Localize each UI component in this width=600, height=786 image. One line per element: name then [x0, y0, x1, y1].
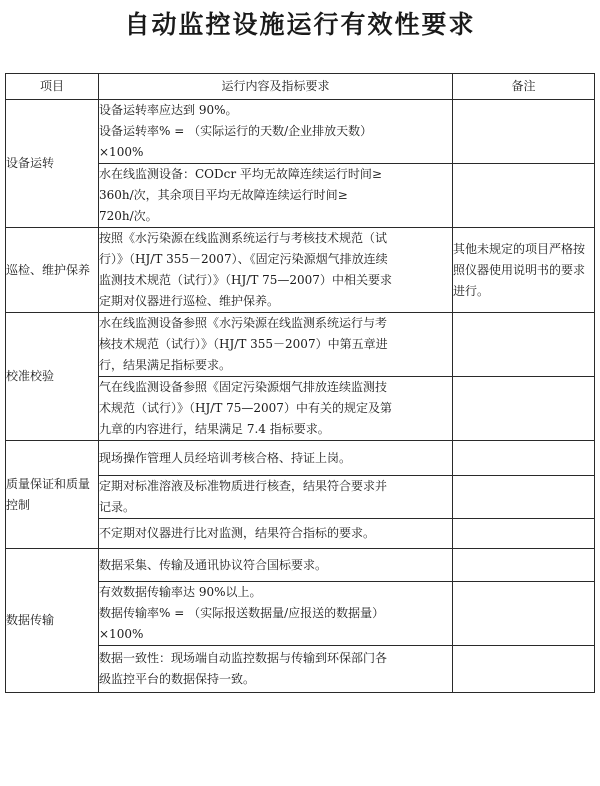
content-cell: [99, 646, 453, 693]
content-cell: [99, 441, 453, 476]
table-header-row: [6, 74, 595, 100]
content-cell: [99, 228, 453, 313]
note-cell: [453, 164, 595, 228]
content-line: 数据采集、传输及通讯协议符合国标要求。: [99, 557, 328, 572]
content-line: 水在线监测设备参照《水污染源在线监测系统运行与考: [99, 316, 388, 330]
note-cell: [453, 582, 595, 646]
table-row: [6, 100, 595, 164]
content-cell: [99, 582, 453, 646]
note-cell: [453, 377, 595, 441]
note-cell: [453, 646, 595, 693]
content-line: 水在线监测设备：CODcr 平均无故障连续运行时间≥: [99, 167, 382, 181]
content-cell: [99, 164, 453, 228]
content-line: 数据一致性：现场端自动监控数据与传输到环保部门各: [99, 651, 388, 665]
item-cell: 设备运转: [6, 100, 99, 228]
content-cell: [99, 313, 453, 377]
content-line: 行，结果满足指标要求。: [99, 358, 232, 372]
item-cell: 巡检、维护保养: [6, 228, 99, 313]
note-cell: [453, 519, 595, 549]
content-line: 定期对标准溶液及标准物质进行核查，结果符合要求并: [99, 479, 388, 493]
item-cell: 数据传输: [6, 549, 99, 693]
content-line: ×100%: [99, 627, 144, 641]
content-line: 气在线监测设备参照《固定污染源烟气排放连续监测技: [99, 380, 388, 394]
content-cell: [99, 100, 453, 164]
content-line: 360h/次，其余项目平均无故障连续运行时间≥: [99, 188, 348, 202]
table-row: [6, 549, 595, 582]
content-line: 行）》（HJ/T 355－2007）、《固定污染源烟气排放连续: [99, 252, 388, 266]
table-row: [6, 441, 595, 476]
content-cell: [99, 519, 453, 549]
page-title: 自动监控设施运行有效性要求: [124, 10, 476, 39]
note-cell: [453, 313, 595, 377]
content-cell: [99, 377, 453, 441]
content-line: 设备运转率% = （实际运行的天数/企业排放天数）: [99, 124, 373, 138]
item-cell: 质量保证和质量控制: [6, 441, 99, 549]
content-line: 现场操作管理人员经培训考核合格、持证上岗。: [99, 450, 352, 465]
content-line: 有效数据传输率达 90%以上。: [99, 585, 262, 599]
requirements-table: [5, 73, 595, 693]
header-content: 运行内容及指标要求: [99, 74, 453, 100]
content-line: 定期对仪器进行巡检、维护保养。: [99, 294, 280, 308]
content-cell: [99, 549, 453, 582]
content-line: ×100%: [99, 145, 144, 159]
content-line: 按照《水污染源在线监测系统运行与考核技术规范（试: [99, 231, 388, 245]
content-line: 数据传输率% = （实际报送数据量/应报送的数据量）: [99, 606, 385, 620]
content-line: 九章的内容进行，结果满足 7.4 指标要求。: [99, 422, 330, 436]
note-cell: 其他未规定的项目严格按照仪器使用说明书的要求进行。: [453, 228, 595, 313]
note-cell: [453, 549, 595, 582]
content-line: 级监控平台的数据保持一致。: [99, 672, 256, 686]
content-line: 核技术规范（试行）》（HJ/T 355－2007）中第五章进: [99, 337, 388, 351]
content-line: 720h/次。: [99, 209, 158, 223]
note-cell: [453, 100, 595, 164]
content-line: 不定期对仪器进行比对监测，结果符合指标的要求。: [99, 526, 376, 540]
header-item: 项目: [6, 74, 99, 100]
header-note: 备注: [453, 74, 595, 100]
note-cell: [453, 476, 595, 519]
content-line: 设备运转率应达到 90%。: [99, 103, 238, 117]
note-cell: [453, 441, 595, 476]
content-line: 监测技术规范（试行）》（HJ/T 75—2007）中相关要求: [99, 273, 392, 287]
content-cell: [99, 476, 453, 519]
table-row: [6, 313, 595, 377]
item-cell: 校准校验: [6, 313, 99, 441]
table-row: [6, 228, 595, 313]
content-line: 术规范（试行）》（HJ/T 75—2007）中有关的规定及第: [99, 401, 392, 415]
content-line: 记录。: [99, 500, 136, 514]
